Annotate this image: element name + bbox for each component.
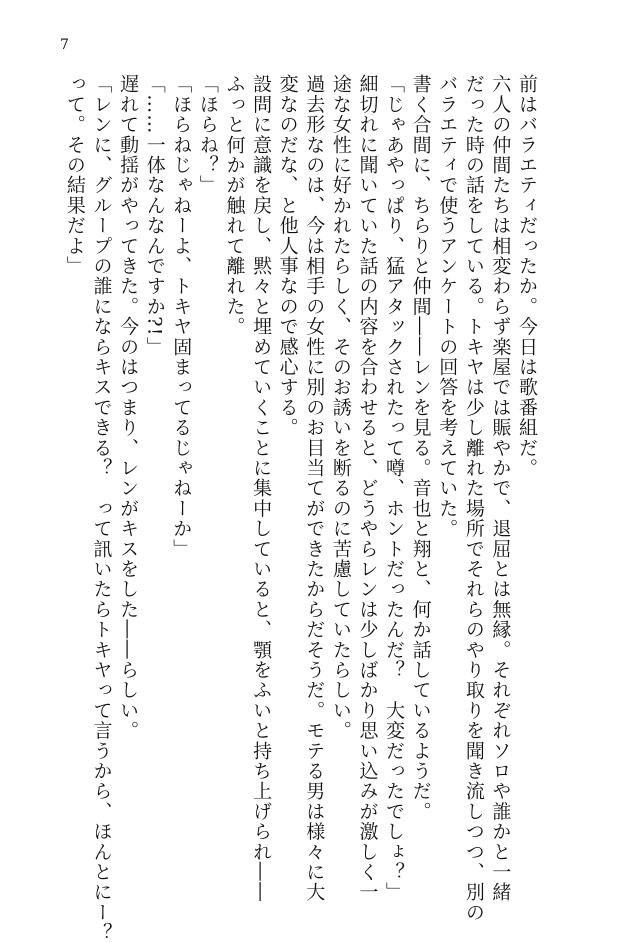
- text-line: 設問に意識を戻し、黙々と埋めていくことに集中していると、顎をふいと持ち上げられ――: [250, 74, 273, 903]
- text-line: だった時の話をしている。トキヤは少し離れた場所でそれらのやり取りを聞き流しつつ、別の: [462, 74, 485, 923]
- text-line: 「……一体なんなんですか?!」: [143, 74, 166, 357]
- text-line: 遅れて動揺がやってきた。今のはつまり、レンがキスをした――らしい。: [117, 74, 140, 741]
- text-line: 「レンに、グループの誰にならキスできる？ って訊いたらトキヤって言うから、ほんとにー？: [90, 74, 113, 943]
- text-line: ふっと何かが触れて離れた。: [223, 74, 246, 337]
- text-line: バラエティで使うアンケートの回答を考えていた。: [436, 74, 459, 539]
- text-line: 過去形なのは、今は相手の女性に別のお目当てができたからだそうだ。モテる男は様々に大: [303, 74, 326, 903]
- text-line: 細切れに聞いていた話の内容を合わせると、どうやらレンは少しばかり思い込みが激しく一: [356, 74, 379, 903]
- text-line: って。その結果だよ」: [63, 74, 86, 276]
- text-line: 「ほらねじゃねーよ、トキヤ固まってるじゃねーか」: [170, 74, 193, 559]
- body-text: [63, 74, 540, 943]
- page-number: 7: [60, 37, 69, 53]
- text-line: 六人の仲間たちは相変わらず楽屋では賑やかで、退屈とは無縁。それぞれソロや誰かと一緒: [489, 74, 512, 903]
- text-line: 「じゃあやっぱり、猛アタックされたって噂、ホントだったんだ？ 大変だったでしょ？」: [383, 74, 406, 903]
- text-line: 変なのだな、と他人事なので感心する。: [276, 74, 299, 438]
- text-line: 「ほらね？」: [196, 74, 219, 196]
- text-line: 書く合間に、ちらりと仲間――レンを見る。音也と翔と、何か話しているようだ。: [409, 74, 432, 822]
- text-line: 途な女性に好かれたらしく、そのお誘いを断るのに苦慮していたらしい。: [329, 74, 352, 741]
- text-line: 前はバラエティだったか。今日は歌番組だ。: [516, 74, 538, 478]
